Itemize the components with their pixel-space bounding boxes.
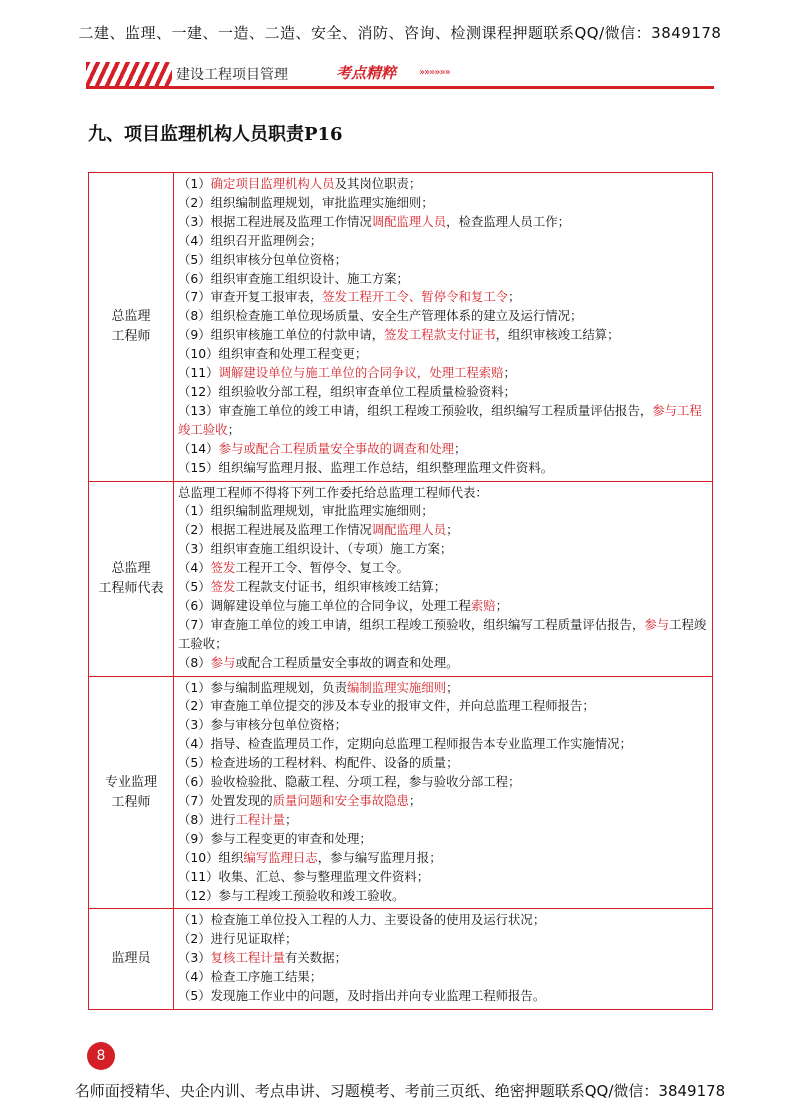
duty-text: （2）进行见证取样； [178,931,298,947]
duty-highlight-text: 调解建设单位与施工单位的合同争议，处理工程索赔 [218,365,504,381]
duty-text: ； [503,365,516,381]
duty-highlight-text: 编制监理实施细则 [346,679,447,695]
duty-item [178,654,708,673]
duty-item [178,930,708,949]
header-book-title: 建设工程项目管理 [176,67,288,83]
duty-item [178,232,708,251]
duty-item [178,559,708,578]
duty-text: （14） [178,440,219,456]
duty-text: （7）审查开复工报审表， [178,289,323,305]
duty-item [178,540,708,559]
duty-text: （13）审查施工单位的竣工申请，组织工程竣工预验收，组织编写工程质量评估报告， [178,402,653,418]
duty-item [178,288,708,307]
duty-item [178,251,708,270]
duty-item [178,194,708,213]
duty-highlight-text: 参与工程竣工验收 [178,402,702,437]
duty-text: （3）根据工程进展及监理工作情况 [178,213,372,229]
duty-text: ； [227,421,240,437]
role-row [89,481,713,676]
duty-item [178,792,708,811]
role-name-cell [89,173,174,482]
duty-highlight-text: 签发工程款支付证书 [384,327,496,343]
duty-text: （8）进行 [178,811,236,827]
duty-text: （4）检查工序施工结果； [178,969,323,985]
duty-text: ，检查监理人员工作； [446,213,570,229]
duty-text: （15）组织编写监理月报、监理工作总结，组织整理监理文件资料。 [178,459,554,475]
role-name-line: 工程师代表 [98,580,164,596]
duty-text: ； [495,597,509,613]
role-name-cell [89,481,174,676]
role-row [89,173,713,482]
duty-text: ； [508,289,521,305]
duty-text: （3）组织审查施工组织设计、（专项）施工方案； [178,541,453,557]
duty-item [178,307,708,326]
duty-highlight-text: 参与或配合工程质量安全事故的调查和处理 [218,440,454,456]
duty-text: 及其岗位职责； [334,176,422,191]
duty-item [178,773,708,792]
duty-highlight-text: 调配监理人员 [371,213,447,229]
duty-item [178,716,708,735]
duty-text: （2）审查施工单位提交的涉及本专业的报审文件，并向总监理工程师报告； [178,698,595,714]
duty-text: （1）参与编制监理规划，负责 [178,679,347,695]
duty-item [178,968,708,987]
duty-text: 或配合工程质量安全事故的调查和处理。 [235,654,459,670]
duty-highlight-text: 编写监理日志 [243,849,318,865]
duty-item [178,502,708,521]
duty-text: 有关数据； [285,950,347,966]
duty-highlight-text: 调配监理人员 [371,522,447,538]
duty-item [178,578,708,597]
duty-text: ，组织审核竣工结算； [495,327,620,343]
duty-text: ； [453,440,467,456]
duty-highlight-text: 索赔 [470,597,496,613]
duty-text: （1）组织编制监理规划，审批监理实施细则； [178,503,434,519]
duty-item [178,887,708,906]
duty-text: （5）发现施工作业中的问题，及时指出并向专业监理工程师报告。 [178,988,546,1004]
header-section-tag: 考点精粹 [336,64,397,82]
duty-text: 工程竣工验收； [178,616,707,651]
duty-text: 总监理工程师不得将下列工作委托给总监理工程师代表： [178,484,488,500]
section-title: 九、项目监理机构人员职责P16 [88,124,343,145]
duty-item [178,911,708,930]
duty-item [178,484,708,503]
duty-item [178,849,708,868]
duty-text: （12）参与工程竣工预验收和竣工验收。 [178,887,405,903]
duty-highlight-text: 签发 [210,560,236,576]
duty-highlight-text: 签发工程开工令、暂停令和复工令 [322,289,509,305]
duty-highlight-text: 复核工程计量 [210,950,286,966]
duty-text: （5）组织审核分包单位资格； [178,251,347,267]
duty-item [178,270,708,289]
role-duties-cell [174,481,713,676]
duty-text: （6）组织审查施工组织设计、施工方案； [178,270,409,286]
role-name-line: 专业监理 [104,774,157,790]
duty-text: （9）组织审核施工单位的付款申请， [178,327,385,343]
role-name-line: 工程师 [111,328,151,344]
duty-item [178,679,708,698]
duty-text: （2）根据工程进展及监理工作情况 [178,522,372,538]
running-header [86,60,714,88]
duty-item [178,175,708,194]
duty-item [178,326,708,345]
duty-text: ； [408,793,422,808]
duty-text: （10）组织审查和处理工程变更； [178,346,368,362]
duty-highlight-text: 质量问题和安全事故隐患 [272,793,409,808]
duty-text: （6）验收检验批、隐蔽工程、分项工程，参与验收分部工程； [178,774,521,790]
duty-item [178,949,708,968]
duty-text: （5）检查进场的工程材料、构配件、设备的质量； [178,755,459,771]
duty-highlight-text: 签发 [210,579,236,595]
page-number-badge: 8 [87,1042,115,1070]
role-duties-cell [174,676,713,909]
role-name-line: 总监理 [111,308,151,324]
duty-item [178,735,708,754]
duty-highlight-text: 参与 [210,654,236,670]
role-name-line: 监理员 [111,951,151,967]
duty-text: ； [285,811,298,827]
duty-text: （1） [178,176,211,191]
role-duties-cell [174,909,713,1010]
duty-text: ； [446,522,459,538]
duty-item [178,597,708,616]
duty-text: （4）指导、检查监理员工作，定期向总监理工程师报告本专业监理工作实施情况； [178,736,632,752]
role-name-cell [89,676,174,909]
header-stripe-decoration [86,62,172,86]
duty-text: （6）调解建设单位与施工单位的合同争议，处理工程 [178,597,471,613]
duty-item [178,402,708,440]
duty-highlight-text: 确定项目监理机构人员 [210,176,335,191]
duty-text: （2）组织编制监理规划，审批监理实施细则； [178,194,434,210]
duty-text: ，参与编写监理月报； [317,849,442,865]
duty-text: 工程款支付证书，组织审核竣工结算； [235,579,447,595]
duty-item [178,868,708,887]
duty-text: （8）组织检查施工单位现场质量、安全生产管理体系的建立及运行情况； [178,308,583,324]
duty-text: （7）审查施工单位的竣工申请，组织工程竣工预验收，组织编写工程质量评估报告， [178,616,645,632]
duty-text: （12）组织验收分部工程，组织审查单位工程质量检验资料； [178,383,516,399]
duty-highlight-text: 工程计量 [235,811,286,827]
duty-item [178,459,708,478]
duty-item [178,383,708,402]
role-duties-cell [174,173,713,482]
header-arrows-icon: »»»»»» [419,67,450,78]
duty-text: （8） [178,654,211,670]
duty-text: （3）参与审核分包单位资格； [178,717,347,733]
role-name-line: 总监理 [111,560,151,576]
role-row [89,676,713,909]
duty-item [178,345,708,364]
duty-text: ； [446,679,459,695]
top-contact-banner: 二建、监理、一建、一造、二造、安全、消防、咨询、检测课程押题联系QQ/微信：3849178 [78,24,722,42]
duty-text: 工程开工令、暂停令、复工令。 [235,560,409,576]
role-name-line: 工程师 [111,794,151,810]
duty-highlight-text: 参与 [644,616,670,632]
duty-text: （4） [178,560,211,576]
duty-item [178,364,708,383]
header-divider [86,86,714,89]
duty-text: （5） [178,579,211,595]
duty-text: （3） [178,950,211,966]
duty-text: （1）检查施工单位投入工程的人力、主要设备的使用及运行状况； [178,912,546,928]
duty-item [178,830,708,849]
duty-item [178,754,708,773]
duties-table [88,172,713,1010]
bottom-contact-banner: 名师面授精华、央企内训、考点串讲、习题模考、考前三页纸、绝密押题联系QQ/微信：3849178 [74,1082,726,1100]
duty-item [178,213,708,232]
duty-text: （11） [178,365,219,381]
duty-text: （7）处置发现的 [178,793,273,808]
duty-item [178,987,708,1006]
duty-item [178,521,708,540]
role-row [89,909,713,1010]
duty-text: （9）参与工程变更的审查和处理； [178,830,372,846]
duty-text: （4）组织召开监理例会； [178,232,323,248]
duty-item [178,440,708,459]
duty-item [178,811,708,830]
duty-text: （11）收集、汇总、参与整理监理文件资料； [178,868,430,884]
duty-item [178,616,708,654]
duty-text: （10）组织 [178,849,244,865]
duty-item [178,697,708,716]
role-name-cell [89,909,174,1010]
